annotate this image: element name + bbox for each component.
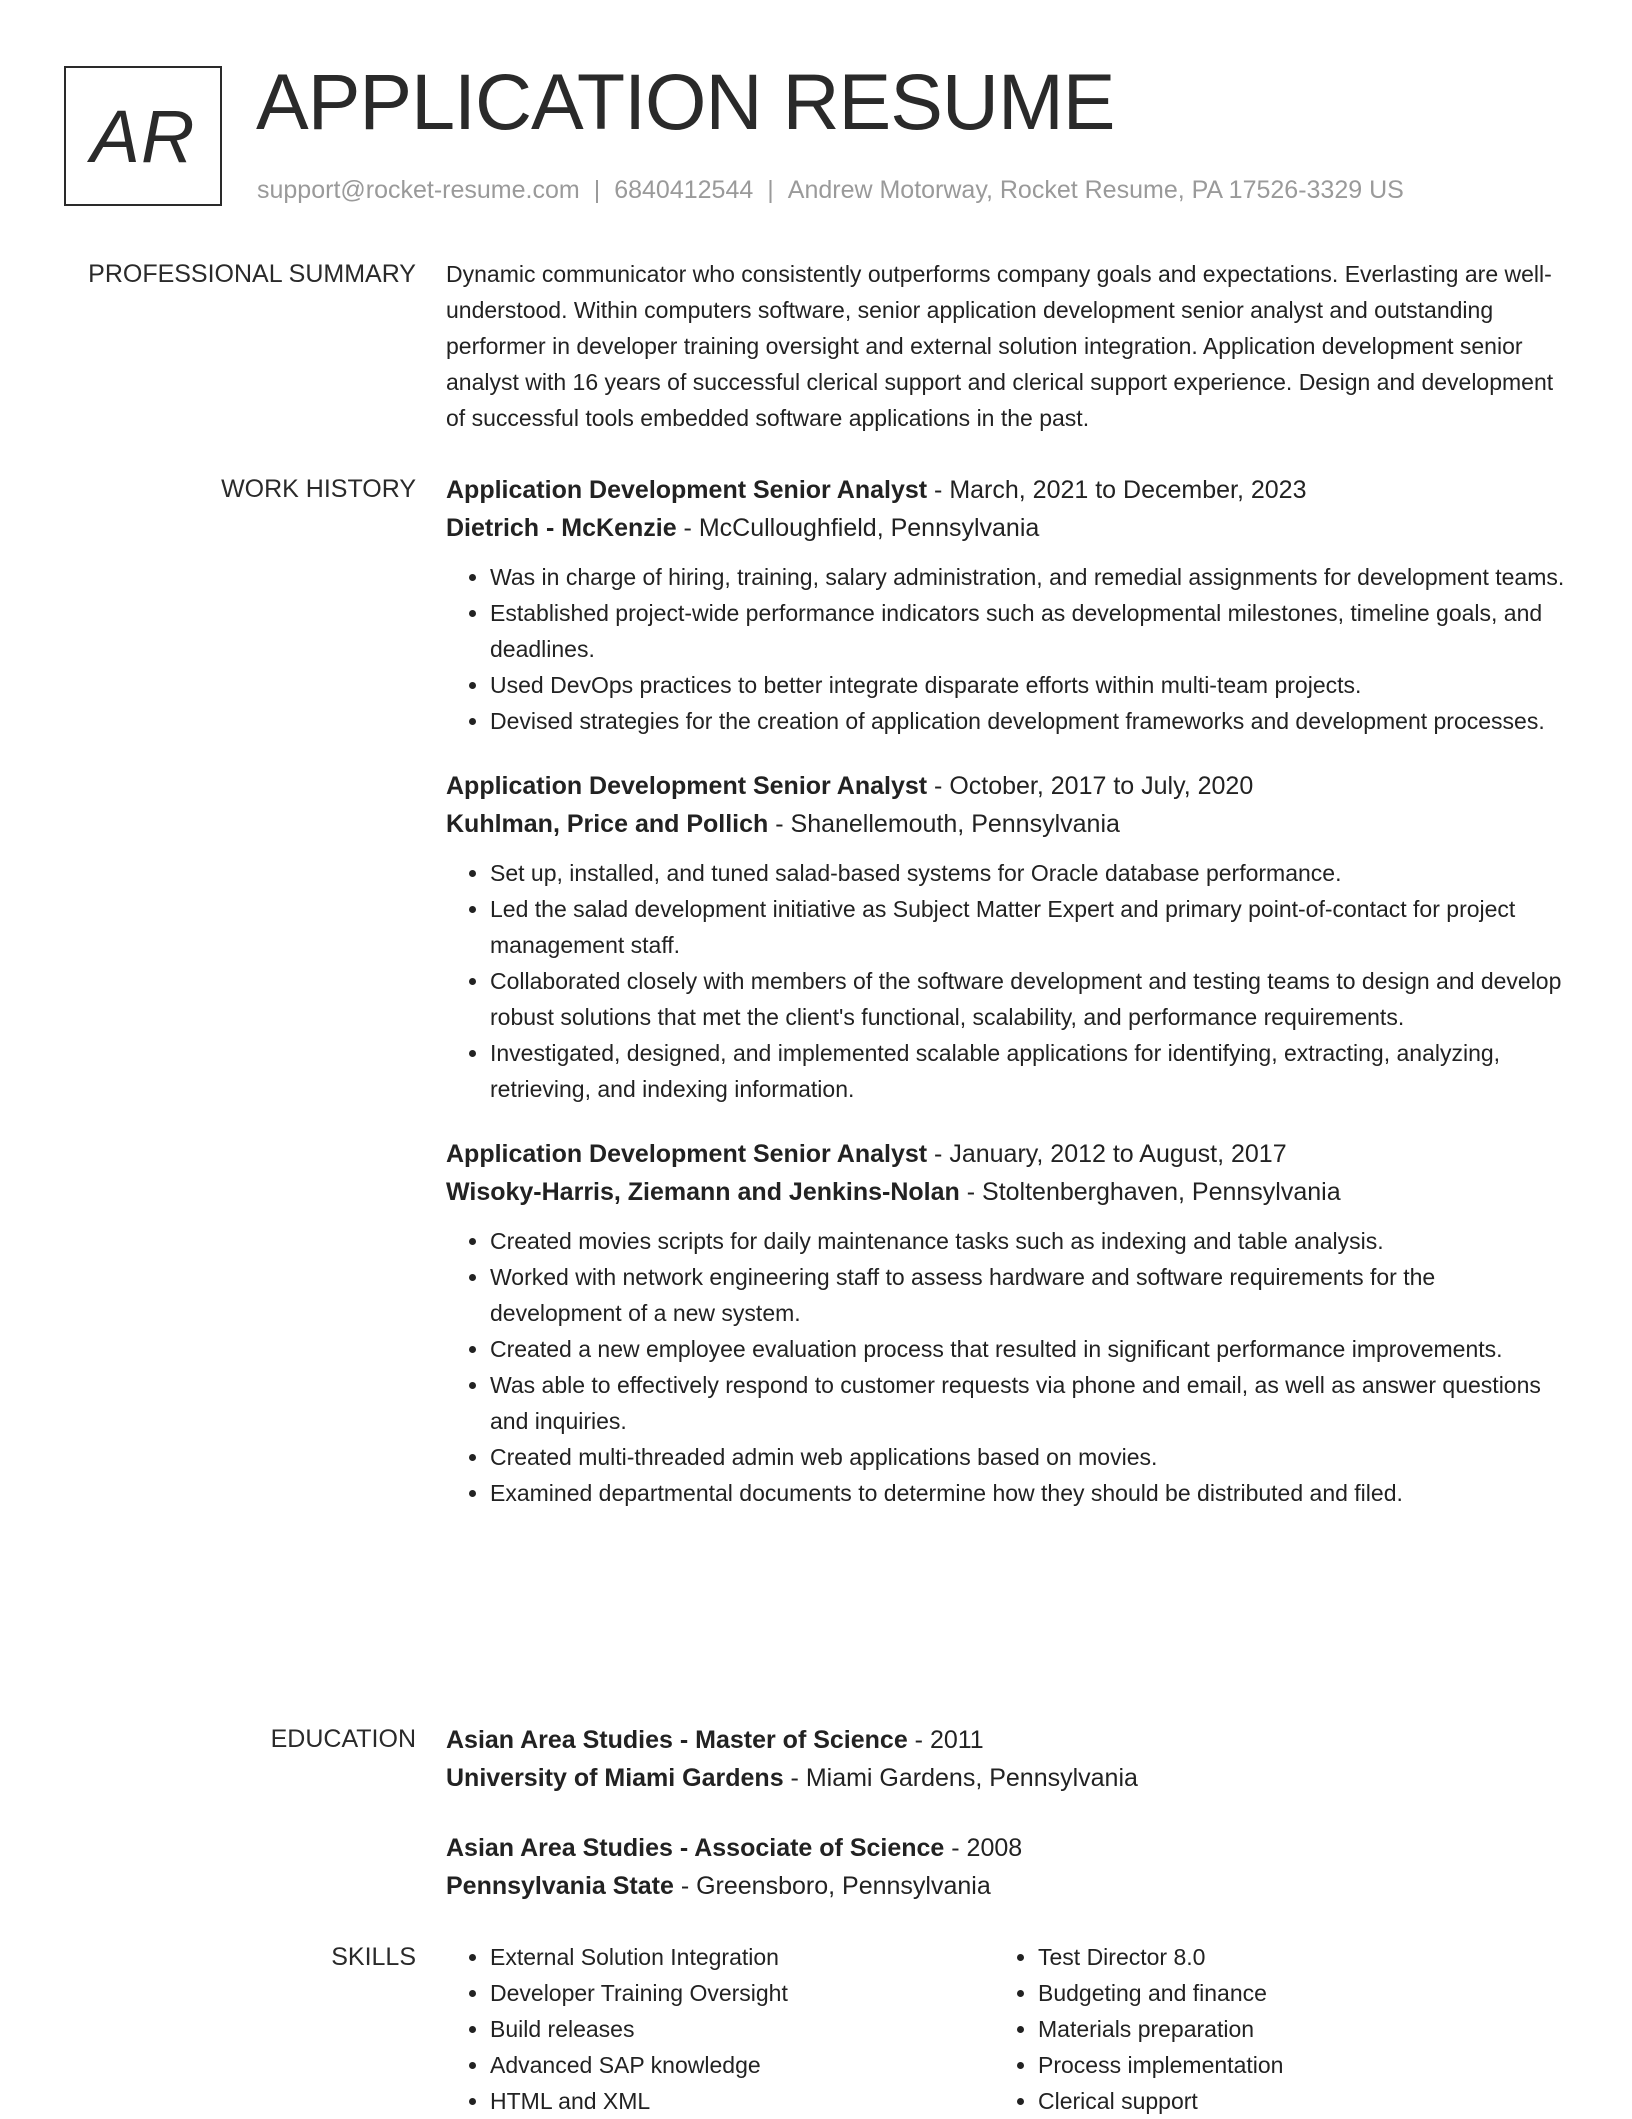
job-bullet: • Worked with network engineering staff to assess hardware and software requirements for the development of a new system.	[490, 1259, 1566, 1331]
degree-line	[446, 1721, 1566, 1759]
job-bullet: • Devised strategies for the creation of application development frameworks and development processes.	[490, 703, 1566, 739]
job-bullet: • Created movies scripts for daily maintenance tasks such as indexing and table analysis.	[490, 1223, 1566, 1259]
skills-column-right	[994, 1939, 1542, 2119]
degree-name: Asian Area Studies - Master of Science	[446, 1726, 908, 1754]
job-company-line	[446, 1173, 1566, 1211]
degree-year: - 2011	[907, 1726, 984, 1754]
education-entry	[446, 1721, 1566, 1797]
job-dates: - October, 2017 to July, 2020	[927, 772, 1254, 800]
school-name: University of Miami Gardens	[446, 1764, 784, 1792]
school-location: - Greensboro, Pennsylvania	[673, 1872, 991, 1900]
contact-separator: |	[767, 176, 774, 204]
skill-item: • Build releases	[490, 2011, 994, 2047]
job-title: Application Development Senior Analyst	[446, 772, 928, 800]
school-location: - Miami Gardens, Pennsylvania	[783, 1764, 1138, 1792]
skill-item: • Developer Training Oversight	[490, 1975, 994, 2011]
job-bullet: • Collaborated closely with members of the software development and testing teams to design and develop robust solutions that met the client's functional, scalability, and performance requirements.	[490, 963, 1566, 1035]
job-bullet: • Investigated, designed, and implemented scalable applications for identifying, extracting, analyzing, retrieving, and indexing information.	[490, 1035, 1566, 1107]
job-company: Kuhlman, Price and Pollich	[446, 810, 769, 838]
job-title-line	[446, 767, 1566, 805]
job-bullet: • Created a new employee evaluation process that resulted in significant performance improvements.	[490, 1331, 1566, 1367]
resume-title: APPLICATION RESUME	[256, 57, 1115, 146]
skill-item: • Advanced SAP knowledge	[490, 2047, 994, 2083]
contact-separator: |	[593, 176, 601, 204]
contact-phone: 6840412544	[614, 176, 754, 204]
contact-line	[257, 175, 1404, 205]
job-location: - McCulloughfield, Pennsylvania	[676, 514, 1040, 542]
section-label-work-history: WORK HISTORY	[221, 475, 416, 503]
skill-item: • Test Director 8.0	[1038, 1939, 1542, 1975]
job-bullet: • Established project-wide performance indicators such as developmental milestones, timeline goals, and deadlines.	[490, 595, 1566, 667]
job-company-line	[446, 805, 1566, 843]
skills-column-left	[446, 1939, 994, 2119]
skill-item: • Materials preparation	[1038, 2011, 1542, 2047]
job-bullet: • Was in charge of hiring, training, salary administration, and remedial assignments for development teams.	[490, 559, 1566, 595]
school-name: Pennsylvania State	[446, 1872, 674, 1900]
job-dates: - March, 2021 to December, 2023	[927, 476, 1307, 504]
skill-item: • Budgeting and finance	[1038, 1975, 1542, 2011]
job-entry	[446, 767, 1566, 1107]
job-entry	[446, 471, 1566, 739]
job-location: - Shanellemouth, Pennsylvania	[768, 810, 1120, 838]
degree-name: Asian Area Studies - Associate of Science	[446, 1834, 945, 1862]
contact-address: Andrew Motorway, Rocket Resume, PA 17526-3329 US	[787, 176, 1404, 204]
skill-item: • Clerical support	[1038, 2083, 1542, 2119]
education-entry	[446, 1829, 1566, 1905]
job-bullet: • Created multi-threaded admin web applications based on movies.	[490, 1439, 1566, 1475]
job-title: Application Development Senior Analyst	[446, 476, 928, 504]
job-bullet: • Led the salad development initiative as Subject Matter Expert and primary point-of-contact for project management staff.	[490, 891, 1566, 963]
job-bullet: • Was able to effectively respond to customer requests via phone and email, as well as answer questions and inquiries.	[490, 1367, 1566, 1439]
school-line	[446, 1867, 1566, 1905]
contact-email: support@rocket-resume.com	[257, 176, 580, 204]
job-bullet: • Examined departmental documents to determine how they should be distributed and filed.	[490, 1475, 1566, 1511]
skill-item: • HTML and XML	[490, 2083, 994, 2119]
section-label-summary: PROFESSIONAL SUMMARY	[88, 260, 416, 288]
section-label-education: EDUCATION	[270, 1725, 416, 1753]
job-bullets	[446, 559, 1566, 739]
degree-line	[446, 1829, 1566, 1867]
job-title: Application Development Senior Analyst	[446, 1140, 928, 1168]
job-dates: - January, 2012 to August, 2017	[927, 1140, 1287, 1168]
job-bullet: • Set up, installed, and tuned salad-based systems for Oracle database performance.	[490, 855, 1566, 891]
degree-year: - 2008	[944, 1834, 1023, 1862]
job-bullets	[446, 1223, 1566, 1511]
job-bullets	[446, 855, 1566, 1107]
job-title-line	[446, 471, 1566, 509]
job-entry	[446, 1135, 1566, 1511]
job-company: Dietrich - McKenzie	[446, 514, 677, 542]
skill-item: • External Solution Integration	[490, 1939, 994, 1975]
summary-text: Dynamic communicator who consistently outperforms company goals and expectations. Everlasting are well-understood. Within computers software, senior application development senior analyst and outstanding performer in developer training oversight and external solution integration. Application development senior analyst with 16 years of successful clerical support and clerical support experience. Design and development of successful tools embedded software applications in the past.	[446, 261, 1554, 431]
job-company: Wisoky-Harris, Ziemann and Jenkins-Nolan	[446, 1178, 960, 1206]
job-title-line	[446, 1135, 1566, 1173]
skill-item: • Process implementation	[1038, 2047, 1542, 2083]
school-line	[446, 1759, 1566, 1797]
job-bullet: • Used DevOps practices to better integrate disparate efforts within multi-team projects.	[490, 667, 1566, 703]
initials-monogram: AR	[64, 66, 222, 206]
section-label-skills: SKILLS	[331, 1943, 416, 1971]
job-location: - Stoltenberghaven, Pennsylvania	[959, 1178, 1341, 1206]
skills-columns	[446, 1939, 1566, 2119]
job-company-line	[446, 509, 1566, 547]
